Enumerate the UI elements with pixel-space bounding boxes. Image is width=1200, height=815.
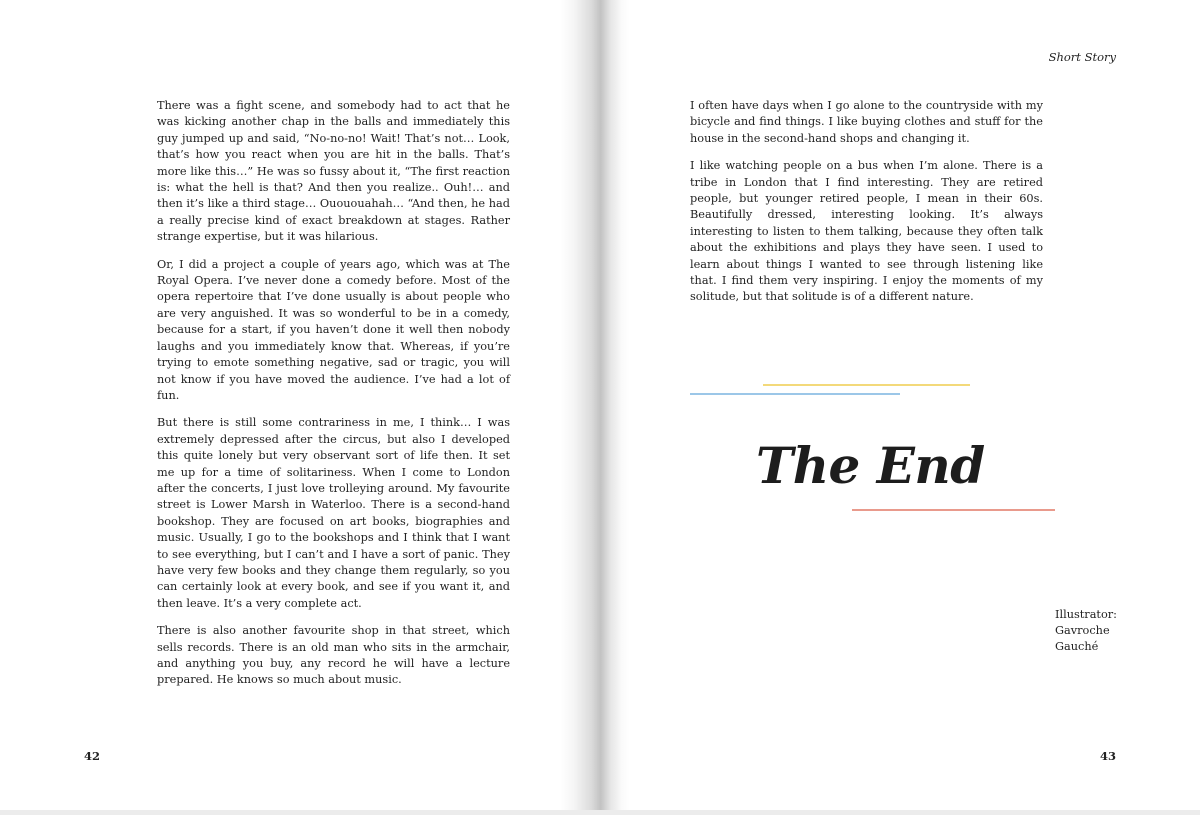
the-end-title: The End xyxy=(756,436,985,495)
page-number-right: 43 xyxy=(1099,749,1116,763)
blue-decorative-rule xyxy=(690,393,900,395)
page-number-left: 42 xyxy=(84,749,101,763)
credit-role: Illustrator: xyxy=(1055,608,1117,621)
left-page-text xyxy=(157,98,510,700)
left-paragraph-4: There is also another favourite shop in that street, which sells records. There is an old man who sits in the armchair, and anything you buy, any record he will have a lecture prepared. He knows so much about music. xyxy=(157,624,510,687)
bottom-edge xyxy=(0,810,1200,815)
running-head: Short Story xyxy=(1048,50,1116,64)
right-paragraph-1: I often have days when I go alone to the countryside with my bicycle and find things. I like buying clothes and stuff for the house in the second-hand shops and changing it. xyxy=(690,99,1043,145)
red-decorative-rule xyxy=(852,509,1055,511)
illustrator-credit xyxy=(1055,607,1117,655)
left-paragraph-3: But there is still some contrariness in me, I think… I was extremely depressed after the circus, but also I developed this quite lonely but very observant sort of life then. It set me up for a time of solitariness. When I come to London after the concerts, I just love trolleying around. My favourite street is Lower Marsh in Waterloo. There is a second-hand bookshop. They are focused on art books, biographies and music. Usually, I go to the bookshops and I think that I want to see everything, but I can’t and I have a sort of panic. They have very few books and they change them regularly, so you can certainly look at every book, and see if you want it, and then leave. It’s a very complete act. xyxy=(157,416,510,610)
credit-first-name: Gavroche xyxy=(1055,624,1110,637)
left-paragraph-2: Or, I did a project a couple of years ago, which was at The Royal Opera. I’ve never done a comedy before. Most of the opera repertoire that I’ve done usually is about people who are very anguished. It was so wonderful to be in a comedy, because for a start, if you haven’t done it well then nobody laughs and you immediately know that. Whereas, if you’re trying to emote something negative, sad or tragic, you will not know if you have moved the audience. I’ve had a lot of fun. xyxy=(157,257,510,402)
yellow-decorative-rule xyxy=(763,384,970,386)
left-paragraph-1: There was a fight scene, and somebody had to act that he was kicking another chap in the balls and immediately this guy jumped up and said, “No-no-no! Wait! That’s not… Look, that’s how you react when you are hit in the balls. That’s more like this…” He was so fussy about it, “The first reaction is: what the hell is that? And then you realize.. Ouh!… and then it’s like a third stage… Ouououahah… “And then, he had a really precise kind of exact breakdown at stages. Rather strange expertise, but it was hilarious. xyxy=(157,99,510,244)
credit-last-name: Gauché xyxy=(1055,640,1099,653)
book-gutter-shadow xyxy=(560,0,630,810)
right-paragraph-2: I like watching people on a bus when I’m alone. There is a tribe in London that I find interesting. They are retired people, but younger retired people, I mean in their 60s. Beautifully dressed, interesting looking. It’s always interesting to listen to them talking, because they often talk about the exhibitions and plays they have seen. I used to learn about things I wanted to see through listening like that. I find them very inspiring. I enjoy the moments of my solitude, but that solitude is of a different nature. xyxy=(690,159,1043,304)
right-page-text xyxy=(690,98,1043,317)
